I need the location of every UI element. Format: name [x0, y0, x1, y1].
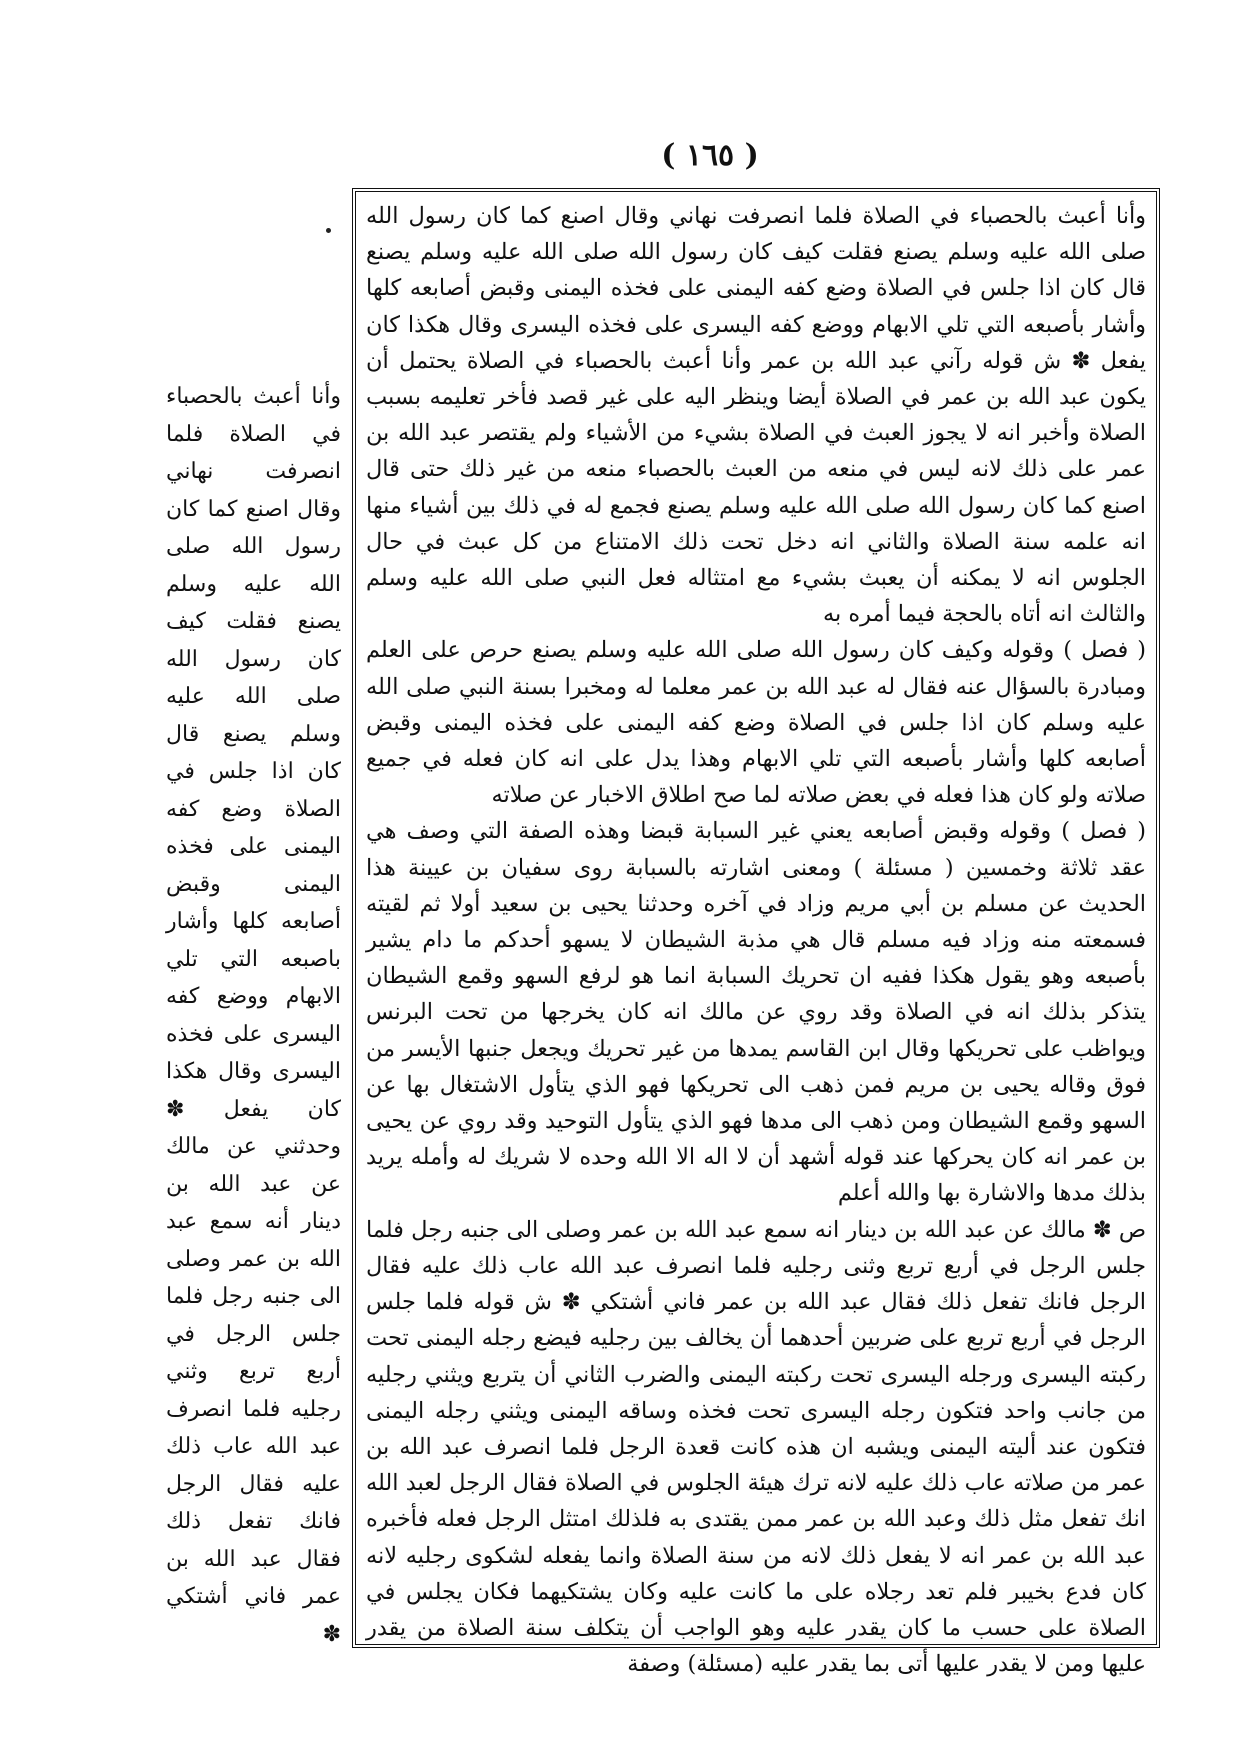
main-text-frame — [352, 188, 1160, 1678]
main-paragraph: وأنا أعبث بالحصباء في الصلاة فلما انصرفت نهاني وقال اصنع كما كان رسول الله صلى الله عليه وسلم يصنع فقلت كيف كان رسول الله صلى الله عليه وسلم يصنع قال كان اذا جلس في الصلاة وضع كفه اليمنى على فخذه اليمنى وقبض أصابعه كلها وأشار بأصبعه التي تلي الابهام ووضع كفه اليسرى على فخذه اليسرى وقال هكذا كان يفعل ✽ ش قوله رآني عبد الله بن عمر وأنا أعبث بالحصباء في الصلاة يحتمل أن يكون عبد الله بن عمر في الصلاة أيضا وينظر اليه على غير قصد فأخر تعليمه بسبب الصلاة وأخبر انه لا يجوز العبث في الصلاة بشيء من الأشياء ولم يقتصر عبد الله بن عمر على ذلك لانه ليس في منعه من العبث بالحصباء منعه من غير ذلك حتى قال اصنع كما كان رسول الله صلى الله عليه وسلم يصنع فجمع له في ذلك بين أشياء منها انه علمه سنة الصلاة والثاني انه دخل تحت ذلك الامتناع من كل عبث في حال الجلوس انه لا يمكنه أن يعبث بشيء مع امتثاله فعل النبي صلى الله عليه وسلم والثالث انه أتاه بالحجة فيما أمره به — [366, 203, 1146, 628]
margin-paragraph: وأنا أعبث بالحصباء في الصلاة فلما انصرفت نهاني وقال اصنع كما كان رسول الله صلى الله عليه وسلم يصنع فقلت كيف كان رسول الله صلى الله عليه وسلم يصنع قال كان اذا جلس في الصلاة وضع كفه اليمنى على فخذه اليمنى وقبض أصابعه كلها وأشار باصبعه التي تلي الابهام ووضع كفه اليسرى على فخذه اليسرى وقال هكذا كان يفعل ✽ وحدثني عن مالك عن عبد الله بن دينار أنه سمع عبد الله بن عمر وصلى الى جنبه رجل فلما جلس الرجل في أربع تربع وثني رجليه فلما انصرف عبد الله عاب ذلك عليه فقال الرجل فانك تفعل ذلك فقال عبد الله بن عمر فاني أشتكي ✽ — [166, 384, 341, 1647]
main-text-body — [366, 198, 1146, 1678]
main-paragraph: ص ✽ مالك عن عبد الله بن دينار انه سمع عبد الله بن عمر وصلى الى جنبه رجل فلما جلس الرجل في أربع تربع وثنى رجليه فلما انصرف عبد الله عاب ذلك عليه فقال الرجل فانك تفعل ذلك فقال عبد الله بن عمر فاني أشتكي ✽ ش قوله فلما جلس الرجل في أربع تربع على ضربين أحدهما أن يخالف بين رجليه فيضع رجله اليمنى تحت ركبته اليسرى ورجله اليسرى تحت ركبته اليمنى والضرب الثاني أن يتربع ويثني رجليه من جانب واحد فتكون رجله اليسرى تحت فخذه وساقه اليمنى ويثني رجله اليمنى فتكون عند أليته اليمنى ويشبه ان هذه كانت قعدة الرجل فلما انصرف عبد الله بن عمر من صلاته عاب ذلك عليه لانه ترك هيئة الجلوس في الصلاة فقال الرجل لعبد الله انك تفعل مثل ذلك وعبد الله بن عمر ممن يقتدى به فلذلك امتثل الرجل فعله فأخبره عبد الله بن عمر انه لا يفعل ذلك لانه من سنة الصلاة وانما يفعله لشكوى رجليه لانه كان فدع بخيبر فلم تعد رجلاه على ما كانت عليه وكان يشتكيهما فكان يجلس في الصلاة على حسب ما كان يقدر عليه وهو الواجب أن يتكلف سنة الصلاة من يقدر عليها ومن لا يقدر عليها أتى بما يقدر عليه (مسئلة) وصفة — [366, 1216, 1146, 1678]
main-paragraph: ( فصل ) وقوله وكيف كان رسول الله صلى الله عليه وسلم يصنع حرص على العلم ومبادرة بالسؤال عنه فقال له عبد الله بن عمر معلما له ومخبرا بسنة النبي صلى الله عليه وسلم كان اذا جلس في الصلاة وضع كفه اليمنى على فخذه اليمنى وقبض أصابعه كلها وأشار بأصبعه التي تلي الابهام وهذا يدل على انه كان فعله في جميع صلاته ولو كان هذا فعله في بعض صلاته لما صح اطلاق الاخبار عن صلاته — [366, 637, 1146, 809]
main-paragraph: ( فصل ) وقوله وقبض أصابعه يعني غير السبابة قبضا وهذه الصفة التي وصف هي عقد ثلاثة وخمسين ( مسئلة ) ومعنى اشارته بالسبابة روى سفيان بن عيينة هذا الحديث عن مسلم بن أبي مريم وزاد في آخره وحدثنا يحيى بن سعيد أولا ثم لقيته فسمعته منه وزاد فيه مسلم قال هي مذبة الشيطان لا يسهو أحدكم ما دام يشير بأصبعه وهو يقول هكذا ففيه ان تحريك السبابة انما هو لرفع السهو وقمع الشيطان يتذكر بذلك انه في الصلاة وقد روي عن مالك انه كان يخرجها من تحت البرنس ويواظب على تحريكها وقال ابن القاسم يمدها من غير تحريك ويجعل جنبها الأيسر من فوق وقاله يحيى بن مريم فمن ذهب الى تحريكها فهو الذي يتأول الاشتغال بها عن السهو وقمع الشيطان ومن ذهب الى مدها فهو الذي يتأول التوحيد وقد روي عن يحيى بن عمر انه كان يحركها عند قوله أشهد أن لا اله الا الله وحده لا شريك له وأمله يريد بذلك مدها والاشارة بها والله أعلم — [366, 818, 1146, 1207]
margin-text-column — [166, 378, 341, 1653]
margin-dot — [326, 228, 331, 233]
page-number: ( ١٦٥ ) — [661, 138, 759, 173]
